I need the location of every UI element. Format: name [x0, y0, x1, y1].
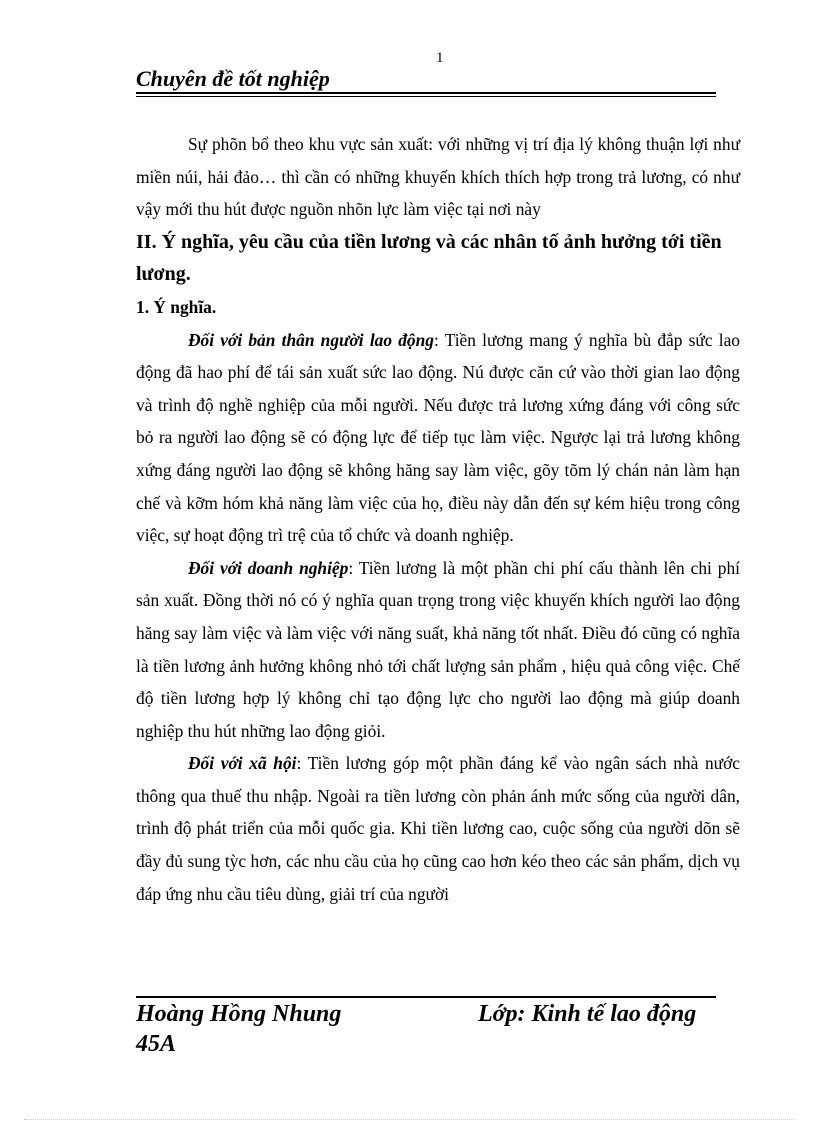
header-rule [136, 92, 716, 94]
paragraph-lead: Đối với doanh nghiệp [188, 557, 349, 578]
paragraph-production-area: Sự phõn bổ theo khu vực sản xuất: với những vị trí địa lý không thuận lợi như miền núi, hải đảo… thì cần có những khuyến khích thích hợp trong trả lương, có như vậy mới thu hút được nguồn nhõn lực làm việc tại nơi này [136, 134, 740, 220]
subsection-heading: 1. Ý nghĩa. [136, 296, 217, 317]
author-name: Hoàng Hồng Nhung [136, 1001, 342, 1027]
page-number: 1 [436, 50, 444, 66]
paragraph-enterprise [136, 552, 740, 748]
paragraph-text: : Tiền lương mang ý nghĩa bù đắp sức lao động đã hao phí để tái sản xuất sức lao động. Nú được căn cứ vào thời gian lao động và trình độ nghề nghiệp của mỗi người. Nếu được trả lương xứng đáng với công sức bỏ ra người lao động sẽ có động lực để tiếp tục làm việc. Ngược lại trả lương không xứng đáng người lao động sẽ không hăng say làm việc, gõy tõm lý chán nản làm hạn chế và kỡm hóm khả năng làm việc của họ, điều này dẫn đến sự kém hiệu trong công việc, sự hoạt động trì trệ của tổ chức và doanh nghiệp. [136, 329, 740, 546]
section-heading: II. Ý nghĩa, yêu cầu của tiền lương và các nhân tố ảnh hưởng tới tiền lương. [136, 230, 722, 286]
footer-class: Lớp: Kinh tế lao động [478, 1001, 697, 1027]
paragraph-lead: Đối với xã hội [188, 753, 297, 774]
paragraph-workers [136, 324, 740, 552]
page-bottom-border [24, 1119, 794, 1120]
header-title: Chuyên đề tốt nghiệp [136, 66, 330, 91]
document-body [136, 128, 740, 910]
paragraph-text: : Tiền lương góp một phần đáng kể vào ngân sách nhà nước thông qua thuế thu nhập. Ngoài ra tiền lương còn phản ánh mức sống của người dân, trình độ phát triển của mỗi quốc gia. Khi tiền lương cao, cuộc sống của người dõn sẽ đầy đủ sung tỳc hơn, các nhu cầu của họ cũng cao hơn kéo theo các sản phẩm, dịch vụ đáp ứng nhu cầu tiêu dùng, giải trí của người [136, 753, 740, 904]
paragraph-lead: Đối với bản thân người lao động [188, 329, 434, 350]
paragraph-text: : Tiền lương là một phần chi phí cấu thành lên chi phí sản xuất. Đồng thời nó có ý nghĩa quan trọng trong việc khuyến khích người lao động hăng say làm việc và làm việc với năng suất, khả năng tốt nhất. Điều đó cũng có nghĩa là tiền lương ảnh hưởng không nhỏ tới chất lượng sản phẩm , hiệu quả công việc. Chế độ tiền lương hợp lý không chỉ tạo động lực cho người lao động mà giúp doanh nghiệp thu hút những lao động giỏi. [136, 557, 740, 741]
footer-author [136, 999, 341, 1059]
class-number: 45A [136, 1031, 177, 1057]
footer-rule [136, 996, 716, 998]
header-rule-thin [136, 96, 716, 97]
paragraph-society [136, 747, 740, 910]
